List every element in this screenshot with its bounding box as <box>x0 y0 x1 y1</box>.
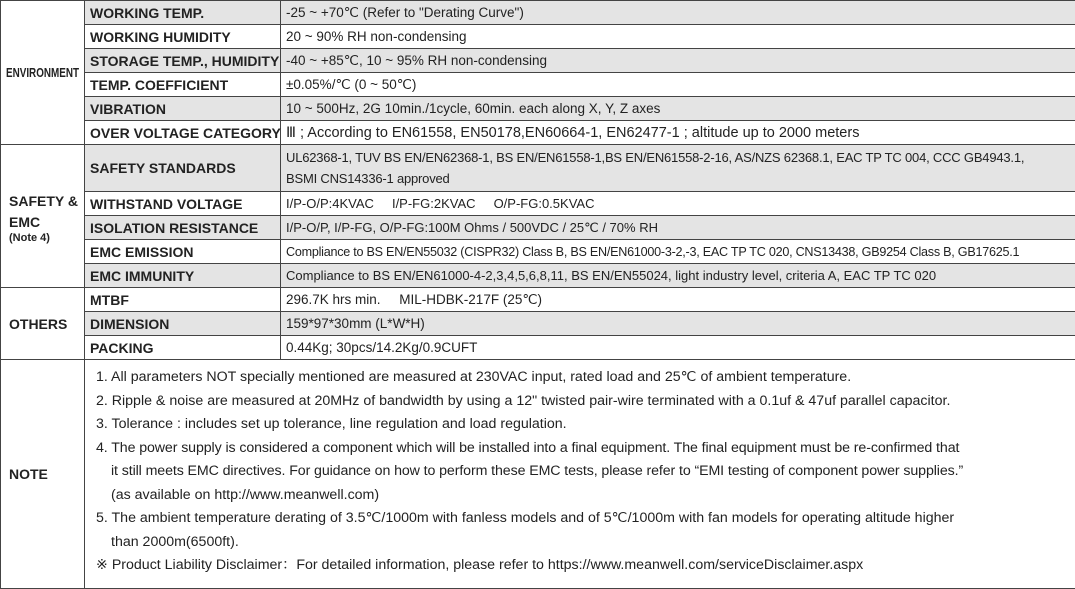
row-value: Compliance to BS EN/EN61000-4-2,3,4,5,6,8,11, BS EN/EN55024, light industry level, criteria A, EAC TP TC 020 <box>281 264 1075 288</box>
note-item: 3. Tolerance : includes set up tolerance, line regulation and load regulation. <box>96 413 1069 437</box>
table-row <box>1 264 1075 288</box>
table-row <box>1 73 1075 97</box>
table-row <box>1 49 1075 73</box>
row-label: PACKING <box>85 336 281 360</box>
row-value-line: BSMI CNS14336-1 approved <box>286 168 1070 189</box>
disclaimer: ※ Product Liability Disclaimer：For detailed information, please refer to https://www.meanwell.com/serviceDisclaimer.aspx <box>96 554 1069 578</box>
note-item: 5. The ambient temperature derating of 3.5℃/1000m with fanless models and of 5℃/1000m with fan models for operating altitude higher <box>96 507 1069 531</box>
section-safety-emc <box>1 145 85 288</box>
table-row <box>1 360 1075 589</box>
row-label: ISOLATION RESISTANCE <box>85 216 281 240</box>
table-row <box>1 25 1075 49</box>
section-others: OTHERS <box>1 288 85 360</box>
table-row <box>1 312 1075 336</box>
table-row <box>1 288 1075 312</box>
row-value: Ⅲ ; According to EN61558, EN50178,EN60664-1, EN62477-1 ; altitude up to 2000 meters <box>281 121 1075 145</box>
note-item: 2. Ripple & noise are measured at 20MHz of bandwidth by using a 12" twisted pair-wire terminated with a 0.1uf & 47uf parallel capacitor. <box>96 390 1069 414</box>
section-title: SAFETY & <box>9 188 82 214</box>
section-environment-cell <box>1 1 85 145</box>
row-value <box>281 145 1075 192</box>
row-value: 20 ~ 90% RH non-condensing <box>281 25 1075 49</box>
table-row <box>1 192 1075 216</box>
row-label: STORAGE TEMP., HUMIDITY <box>85 49 281 73</box>
row-label: VIBRATION <box>85 97 281 121</box>
row-label: TEMP. COEFFICIENT <box>85 73 281 97</box>
note-item: it still meets EMC directives. For guidance on how to perform these EMC tests, please refer to “EMI testing of component power supplies.” <box>96 460 1069 484</box>
row-value: I/P-O/P:4KVAC I/P-FG:2KVAC O/P-FG:0.5KVAC <box>281 192 1075 216</box>
row-value: ±0.05%/℃ (0 ~ 50℃) <box>281 73 1075 97</box>
row-value: 159*97*30mm (L*W*H) <box>281 312 1075 336</box>
table-row <box>1 97 1075 121</box>
row-value: I/P-O/P, I/P-FG, O/P-FG:100M Ohms / 500VDC / 25℃ / 70% RH <box>281 216 1075 240</box>
row-label: EMC EMISSION <box>85 240 281 264</box>
row-label: WITHSTAND VOLTAGE <box>85 192 281 216</box>
notes-list <box>85 360 1075 589</box>
section-environment: ENVIRONMENT <box>6 65 79 80</box>
row-label: MTBF <box>85 288 281 312</box>
row-label: DIMENSION <box>85 312 281 336</box>
table-row <box>1 240 1075 264</box>
row-value: 296.7K hrs min. MIL-HDBK-217F (25℃) <box>281 288 1075 312</box>
row-value: 10 ~ 500Hz, 2G 10min./1cycle, 60min. each along X, Y, Z axes <box>281 97 1075 121</box>
note-item: (as available on http://www.meanwell.com) <box>96 484 1069 508</box>
table-row <box>1 336 1075 360</box>
section-title: EMC <box>9 214 82 230</box>
row-label: WORKING HUMIDITY <box>85 25 281 49</box>
row-value: Compliance to BS EN/EN55032 (CISPR32) Class B, BS EN/EN61000-3-2,-3, EAC TP TC 020, CNS13438, GB9254 Class B, GB17625.1 <box>281 240 1075 264</box>
table-row <box>1 1 1075 25</box>
section-note: (Note 4) <box>9 232 82 244</box>
section-note: NOTE <box>1 360 85 589</box>
row-label: EMC IMMUNITY <box>85 264 281 288</box>
row-value-line: UL62368-1, TUV BS EN/EN62368-1, BS EN/EN61558-1,BS EN/EN61558-2-16, AS/NZS 62368.1, EAC TP TC 004, CCC GB4943.1, <box>286 147 1070 168</box>
row-label: SAFETY STANDARDS <box>85 145 281 192</box>
row-value: -25 ~ +70℃ (Refer to "Derating Curve") <box>281 1 1075 25</box>
table-row <box>1 121 1075 145</box>
row-label: WORKING TEMP. <box>85 1 281 25</box>
row-value: 0.44Kg; 30pcs/14.2Kg/0.9CUFT <box>281 336 1075 360</box>
row-label: OVER VOLTAGE CATEGORY <box>85 121 281 145</box>
table-row <box>1 216 1075 240</box>
note-item: 1. All parameters NOT specially mentioned are measured at 230VAC input, rated load and 25℃ of ambient temperature. <box>96 366 1069 390</box>
row-value: -40 ~ +85℃, 10 ~ 95% RH non-condensing <box>281 49 1075 73</box>
note-item: than 2000m(6500ft). <box>96 531 1069 555</box>
table-row <box>1 145 1075 192</box>
note-item: 4. The power supply is considered a component which will be installed into a final equipment. The final equipment must be re-confirmed that <box>96 437 1069 461</box>
